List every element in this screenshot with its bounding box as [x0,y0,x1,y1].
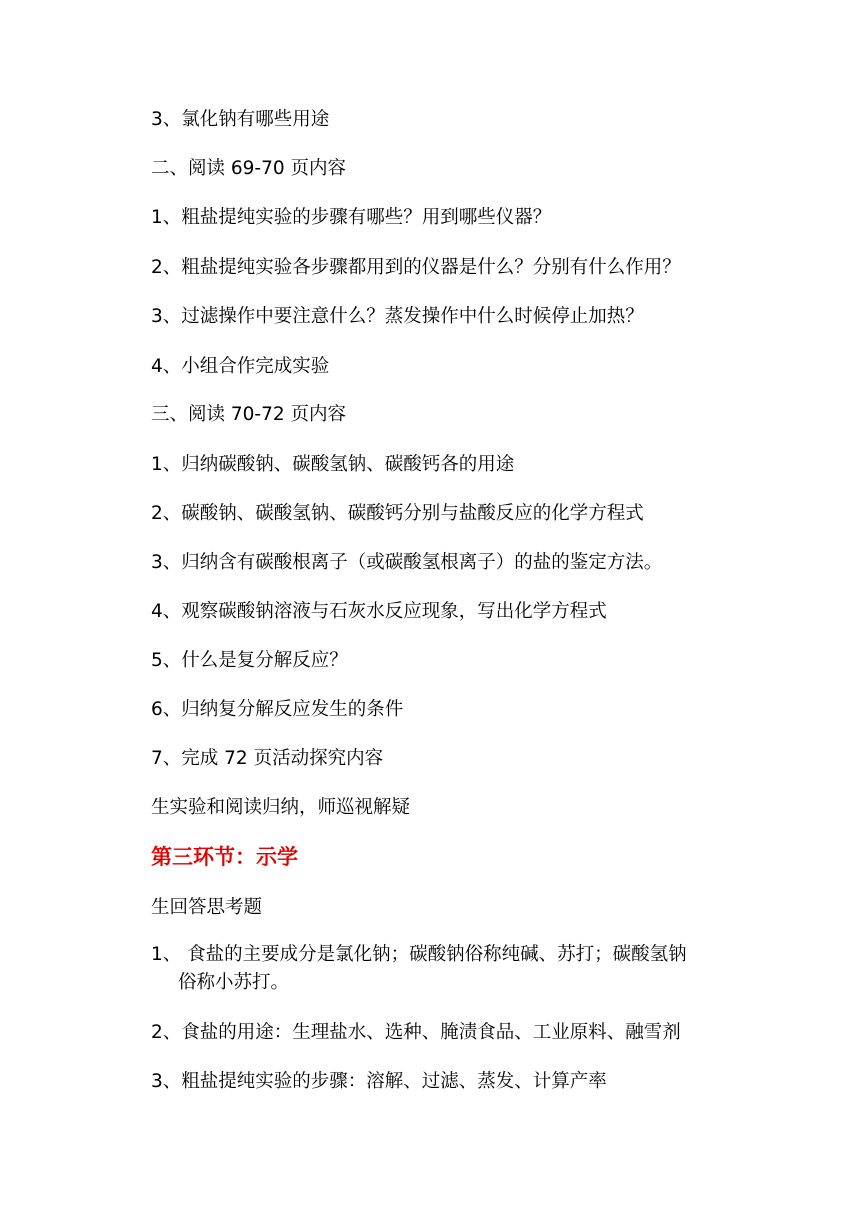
question-line: 2、粗盐提纯实验各步骤都用到的仪器是什么？分别有什么作用？ [151,257,681,278]
section-heading: 第三环节：示学 [151,845,298,869]
question-line: 4、观察碳酸钠溶液与石灰水反应现象，写出化学方程式 [151,601,607,622]
question-line: 3、过滤操作中要注意什么？蒸发操作中什么时候停止加热？ [151,306,644,327]
intro-line: 生回答思考题 [151,897,263,918]
answer-line-continuation: 俗称小苏打。 [178,972,290,993]
question-line: 3、归纳含有碳酸根离子（或碳酸氢根离子）的盐的鉴定方法。 [151,552,663,573]
question-line: 2、碳酸钠、碳酸氢钠、碳酸钙分别与盐酸反应的化学方程式 [151,503,644,524]
answer-line: 1、 食盐的主要成分是氯化钠；碳酸钠俗称纯碱、苏打；碳酸氢钠 [151,944,687,965]
question-line: 3、氯化钠有哪些用途 [151,109,330,130]
note-line: 生实验和阅读归纳，师巡视解疑 [151,797,411,818]
question-line: 4、小组合作完成实验 [151,356,330,377]
question-line: 7、完成 72 页活动探究内容 [151,748,384,769]
question-line: 6、归纳复分解反应发生的条件 [151,699,404,720]
section-line: 二、阅读 69-70 页内容 [151,158,347,179]
question-line: 5、什么是复分解反应？ [151,650,348,671]
question-line: 1、归纳碳酸钠、碳酸氢钠、碳酸钙各的用途 [151,454,515,475]
answer-line: 2、食盐的用途：生理盐水、选种、腌渍食品、工业原料、融雪剂 [151,1022,681,1043]
section-line: 三、阅读 70-72 页内容 [151,404,347,425]
question-line: 1、粗盐提纯实验的步骤有哪些？用到哪些仪器？ [151,207,552,228]
answer-line: 3、粗盐提纯实验的步骤：溶解、过滤、蒸发、计算产率 [151,1071,607,1092]
